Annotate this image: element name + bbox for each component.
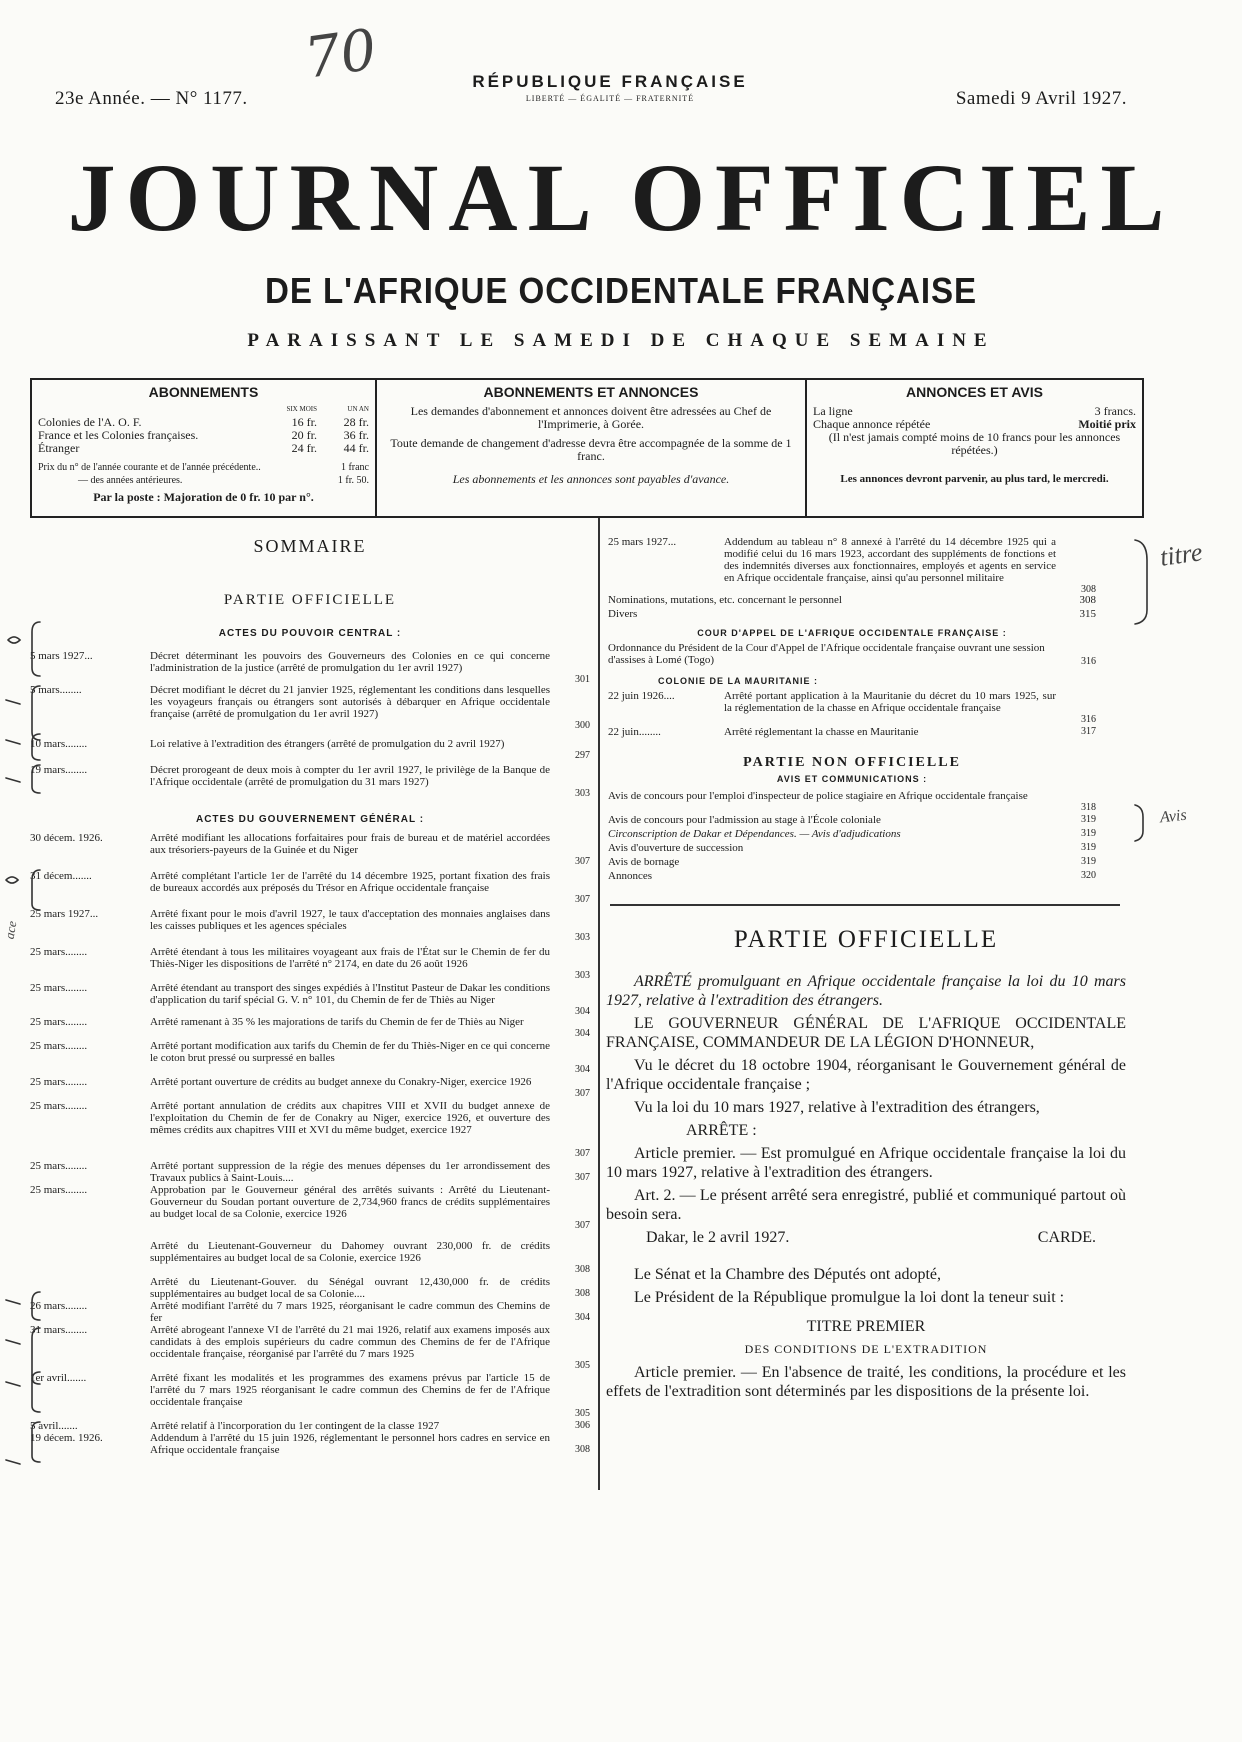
squiggle-mark <box>6 1382 20 1386</box>
ad-note: (Il n'est jamais compté moins de 10 francs pour les annonces répétées.) <box>828 430 1121 457</box>
president-line: Le Président de la République promulgue la loi dont la teneur suit : <box>634 1289 1065 1306</box>
subscriptions-heading: ABONNEMENTS <box>148 384 259 400</box>
entry-page: 304 <box>575 1006 590 1017</box>
entry-date: 1er avril....... <box>30 1372 87 1384</box>
entry-text: Arrêté portant application à la Mauritanie du décret du 10 mars 1925, sur la réglementation de la chasse en Afrique occidentale française <box>724 690 1056 714</box>
entry-page: 304 <box>575 1064 590 1075</box>
entry-date: 5 mars 1927... <box>30 650 93 662</box>
price-line: — des années antérieures. <box>78 475 183 486</box>
entry-text: Divers <box>608 608 638 620</box>
place-date: Dakar, le 2 avril 1927. <box>646 1229 790 1246</box>
entry-text: Arrêté relatif à l'incorporation du 1er contingent de la classe 1927 <box>150 1420 440 1432</box>
mauritanie-head: COLONIE DE LA MAURITANIE : <box>658 676 818 686</box>
one-year-head: UN AN <box>347 405 369 413</box>
notice-paragraph: Les abonnements et les annonces sont payables d'avance. <box>452 472 730 486</box>
entry-date: 25 mars........ <box>30 982 88 994</box>
entry-text: Arrêté réglementant la chasse en Mauritanie <box>724 726 919 738</box>
article: Article premier. — Est promulgué en Afrique occidentale française la loi du 10 mars 1927, relative à l'extradition des étrangers. <box>606 1145 1126 1181</box>
entry-page: 301 <box>575 674 590 685</box>
arrete-label: ARRÊTE : <box>686 1122 757 1139</box>
entry-text: Arrêté portant ouverture de crédits au budget annexe du Conakry-Niger, exercice 1926 <box>150 1076 532 1088</box>
margin-note-titre: titre <box>1158 537 1205 572</box>
entry-text: Circonscription de Dakar et Dépendances. — Avis d'adjudications <box>608 828 901 840</box>
entry-text: Avis de concours pour l'emploi d'inspecteur de police stagiaire en Afrique occidentale française <box>608 790 1028 802</box>
article: Article premier. — En l'absence de traité, les conditions, la procédure et les effets de l'extradition sont déterminés par les dispositions de la présente loi. <box>606 1364 1126 1400</box>
issue-date: Samedi 9 Avril 1927. <box>955 88 1127 109</box>
notice-paragraph: Toute demande de changement d'adresse devra être accompagnée de la somme de 1 franc. <box>390 436 792 463</box>
arrete-title: ARRÊTÉ promulguant en Afrique occidentale française la loi du 10 mars 1927, relative à l'extradition des étrangers. <box>606 973 1126 1009</box>
bracket-mark <box>32 1372 40 1412</box>
signature: CARDE. <box>1037 1229 1096 1246</box>
entry-page: 315 <box>1079 608 1096 620</box>
entry-date: 5 avril....... <box>30 1420 78 1432</box>
entry-date: 25 mars........ <box>30 946 88 958</box>
bracket-mark <box>32 734 40 760</box>
margin-note-side: ace <box>1 919 20 941</box>
governor-line: LE GOUVERNEUR GÉNÉRAL DE L'AFRIQUE OCCIDENTALE FRANÇAISE, COMMANDEUR DE LA LÉGION D'HONNEUR, <box>606 1015 1126 1051</box>
vu-clause: Vu le décret du 18 octobre 1904, réorganisant le Gouvernement général de l'Afrique occidentale française ; <box>606 1057 1126 1093</box>
bracket-mark <box>32 686 40 740</box>
rate-six: 24 fr. <box>291 441 317 455</box>
announcements-heading: ANNONCES ET AVIS <box>906 384 1043 400</box>
bracket-mark <box>1135 540 1147 624</box>
ad-rate-label: La ligne <box>813 404 853 418</box>
entry-date: 31 mars........ <box>30 1324 88 1336</box>
bracket-mark <box>32 622 40 676</box>
entry-page: 307 <box>575 1148 590 1159</box>
entry-date: 25 mars 1927... <box>30 908 99 920</box>
entry-text: Arrêté complétant l'article 1er de l'arrêté du 14 décembre 1925, portant fixation des frais de bureaux accordés aux préposés du Trésor en Afrique occidentale française <box>150 870 550 894</box>
entry-text: Arrêté étendant au transport des singes expédiés à l'Institut Pasteur de Dakar les conditions d'application du tarif spécial G. V. n° 101, du Chemin de fer de Thiès au Niger <box>150 982 551 1006</box>
journal-subtitle: DE L'AFRIQUE OCCIDENTALE FRANÇAISE <box>265 270 977 311</box>
entry-text: Arrêté portant modification aux tarifs du Chemin de fer du Thiès-Niger en ce qui concerne le coton brut pressé ou surpressé en balles <box>150 1040 550 1064</box>
rate-six: 16 fr. <box>291 415 317 429</box>
entry-page: 303 <box>575 970 590 981</box>
republic-label: RÉPUBLIQUE FRANÇAISE <box>472 72 748 91</box>
entry-page: 317 <box>1081 726 1096 737</box>
entry-date: 10 mars........ <box>30 738 88 750</box>
entry-page: 304 <box>575 1028 590 1039</box>
pouvoir-central-head: ACTES DU POUVOIR CENTRAL : <box>218 628 402 639</box>
entry-date: 25 mars........ <box>30 1100 88 1112</box>
entry-text: Nominations, mutations, etc. concernant le personnel <box>608 594 842 606</box>
postage-note: Par la poste : Majoration de 0 fr. 10 par n°. <box>93 490 314 504</box>
entry-page: 316 <box>1081 656 1096 667</box>
entry-text: Arrêté du Lieutenant-Gouver. du Sénégal ouvrant 12,430,000 fr. de crédits supplémentaires au budget local de sa Colonie.... <box>150 1276 550 1300</box>
entry-page: 300 <box>575 720 590 731</box>
ad-rate-value: Moitié prix <box>1078 417 1136 431</box>
entry-text: Arrêté portant annulation de crédits aux chapitres VIII et XVII du budget annexe de l'exploitation du Chemin de fer de Conakry au Niger, exercice 1926, et ouverture des mêmes crédits aux chapitres VIII et XVI du même budget, exercice 1927 <box>150 1100 550 1136</box>
entry-date: 25 mars 1927... <box>608 536 677 548</box>
entry-page: 307 <box>575 894 590 905</box>
entry-page: 319 <box>1081 856 1096 867</box>
ad-deadline: Les annonces devront parvenir, au plus tard, le mercredi. <box>840 473 1109 485</box>
entry-date: 26 mars........ <box>30 1300 88 1312</box>
vu-clause: Vu la loi du 10 mars 1927, relative à l'extradition des étrangers, <box>634 1099 1040 1116</box>
entry-page: 319 <box>1081 828 1096 839</box>
sommaire-title: SOMMAIRE <box>253 536 367 556</box>
entry-text: Arrêté portant suppression de la régie des menues dépenses du 1er arrondissement des Travaux publics à Saint-Louis.... <box>150 1160 550 1184</box>
entry-text: Ordonnance du Président de la Cour d'Appel de l'Afrique occidentale française ouvrant une session d'assises à Lomé (Togo) <box>608 642 1045 666</box>
bracket-mark <box>32 765 40 793</box>
entry-text: Arrêté étendant à tous les militaires voyageant aux frais de l'État sur le Chemin de fer du Thiès-Niger les dispositions de l'arrêté n° 2174, en date du 26 août 1926 <box>150 946 550 970</box>
entry-text: Avis de concours pour l'admission au stage à l'École coloniale <box>608 814 881 826</box>
titre-heading: TITRE PREMIER <box>806 1318 926 1335</box>
price-value: 1 franc <box>340 462 369 473</box>
notice-heading: ABONNEMENTS ET ANNONCES <box>483 384 699 400</box>
rate-year: 44 fr. <box>343 441 369 455</box>
entry-page: 319 <box>1081 842 1096 853</box>
squiggle-mark <box>6 1300 20 1304</box>
entry-text: Arrêté du Lieutenant-Gouverneur du Dahomey ouvrant 230,000 fr. de crédits supplémentaires au budget local de sa Colonie, exercice 1926 <box>150 1240 550 1264</box>
article: Art. 2. — Le présent arrêté sera enregistré, publié et communiqué partout où besoin sera. <box>606 1187 1126 1223</box>
partie-officielle-subtitle: PARTIE OFFICIELLE <box>223 592 397 608</box>
entry-text: Arrêté modifiant les allocations forfaitaires pour frais de bureau et de matériel accordées aux trésoriers-payeurs de la Guinée et du Niger <box>150 832 550 856</box>
entry-page: 307 <box>575 1088 590 1099</box>
entry-date: 25 mars........ <box>30 1160 88 1172</box>
entry-date: 25 mars........ <box>30 1184 88 1196</box>
entry-page: 320 <box>1081 870 1096 881</box>
journal-title: JOURNAL OFFICIEL <box>67 144 1175 251</box>
entry-date: 19 décem. 1926. <box>30 1432 103 1444</box>
entry-page: 305 <box>575 1408 590 1419</box>
entry-text: Loi relative à l'extradition des étrangers (arrêté de promulgation du 2 avril 1927) <box>150 738 505 750</box>
entry-page: 307 <box>575 1172 590 1183</box>
entry-date: 25 mars........ <box>30 1016 88 1028</box>
squiggle-mark <box>8 637 20 643</box>
entry-text: Arrêté abrogeant l'annexe VI de l'arrêté du 21 mai 1926, relatif aux examens imposés aux candidats à des emplois supérieurs du cadre commun des Chemins de fer de l'Afrique occidentale française, réorganisé par l'arrêté du 7 mars 1925 <box>150 1324 550 1360</box>
bracket-mark <box>1135 805 1143 841</box>
entry-page: 307 <box>575 1220 590 1231</box>
squiggle-mark <box>6 1340 20 1344</box>
entry-date: 22 juin 1926.... <box>608 690 675 702</box>
entry-text: Décret modifiant le décret du 21 janvier 1925, réglementant les conditions dans lesquelles les voyageurs français ou étrangers sont autorisés à débarquer en Afrique occidentale française (arrêté de promulgation du 1er avril 1927) <box>150 684 550 720</box>
entry-date: 22 juin........ <box>608 726 661 738</box>
entry-text: Approbation par le Gouverneur général des arrêtés suivants : Arrêté du Lieutenant-Gouverneur du Soudan portant ouverture de 2,734,960 francs de crédits supplémentaires au budget local de sa Colonie, exercice 1926 <box>150 1184 550 1220</box>
price-line: Prix du n° de l'année courante et de l'année précédente.. <box>38 462 261 473</box>
entry-page: 305 <box>575 1360 590 1371</box>
rate-label: Colonies de l'A. O. F. <box>38 415 142 429</box>
entry-text: Décret prorogeant de deux mois à compter du 1er avril 1927, le privilège de la Banque de l'Afrique occidentale (arrêté de promulgation du 31 mars 1927) <box>150 764 550 788</box>
squiggle-mark <box>6 700 20 704</box>
entry-text: Arrêté ramenant à 35 % les majorations de tarifs du Chemin de fer de Thiès au Niger <box>150 1016 524 1028</box>
rate-label: France et les Colonies françaises. <box>38 428 199 442</box>
entry-page: 319 <box>1081 814 1096 825</box>
entry-page: 304 <box>575 1312 590 1323</box>
notice-paragraph: Les demandes d'abonnement et annonces doivent être adressées au Chef de l'Imprimerie, à Gorée. <box>410 404 772 431</box>
entry-page: 297 <box>575 750 590 761</box>
entry-page: 308 <box>575 1264 590 1275</box>
entry-page: 308 <box>575 1444 590 1455</box>
margin-note-avis: Avis <box>1159 806 1188 827</box>
bracket-mark <box>32 1422 40 1462</box>
squiggle-mark <box>6 877 18 883</box>
squiggle-mark <box>6 740 20 744</box>
entry-text: Addendum au tableau n° 8 annexé à l'arrêté du 14 décembre 1925 qui a modifié celui du 16 mars 1923, accordant des suppléments de fonctions et des indemnités diverses aux fonctionnaires, employés et agents en service en Afrique occidentale française, ainsi qu'au personnel militaire <box>724 536 1056 584</box>
entry-date: 31 décem....... <box>30 870 92 882</box>
bracket-mark <box>32 1292 40 1320</box>
entry-date: 25 mars........ <box>30 1040 88 1052</box>
avis-head: AVIS ET COMMUNICATIONS : <box>776 774 928 784</box>
entry-date: 30 décem. 1926. <box>30 832 103 844</box>
entry-text: Arrêté fixant les modalités et les programmes des examens prévus par l'article 15 de l'arrêté du 7 mars 1925 réorganisant le cadre commun des Chemins de fer de l'Afrique occidentale française <box>150 1372 550 1408</box>
entry-text: Avis d'ouverture de succession <box>608 842 744 854</box>
issue-number: 23e Année. — N° 1177. <box>55 88 248 109</box>
cour-appel-head: COUR D'APPEL DE L'AFRIQUE OCCIDENTALE FRANÇAISE : <box>697 628 1007 638</box>
rate-six: 20 fr. <box>291 428 317 442</box>
entry-page: 308 <box>1079 594 1096 606</box>
entry-page: 303 <box>575 788 590 799</box>
ad-rate-value: 3 francs. <box>1094 404 1136 418</box>
handwritten-number: 70 <box>300 17 381 92</box>
entry-page: 303 <box>575 932 590 943</box>
entry-text: Addendum à l'arrêté du 15 juin 1926, réglementant le personnel hors cadres en service en Afrique occidentale française <box>150 1432 550 1456</box>
non-officielle-subtitle: PARTIE NON OFFICIELLE <box>743 755 961 770</box>
entry-page: 307 <box>575 856 590 867</box>
motto: LIBERTÉ — ÉGALITÉ — FRATERNITÉ <box>525 94 695 103</box>
entry-page: 318 <box>1081 802 1096 813</box>
rate-year: 28 fr. <box>343 415 369 429</box>
journal-tagline: PARAISSANT LE SAMEDI DE CHAQUE SEMAINE <box>247 330 995 351</box>
entry-text: Décret déterminant les pouvoirs des Gouverneurs des Colonies en ce qui concerne l'administration de la justice (arrêté de promulgation du 1er avril 1927) <box>150 650 550 674</box>
bracket-mark <box>32 870 40 910</box>
entry-page: 308 <box>575 1288 590 1299</box>
gouv-general-head: ACTES DU GOUVERNEMENT GÉNÉRAL : <box>195 814 425 825</box>
entry-text: Arrêté modifiant l'arrêté du 7 mars 1925, réorganisant le cadre commun des Chemins de fer <box>150 1300 550 1324</box>
price-value: 1 fr. 50. <box>337 475 369 486</box>
rate-year: 36 fr. <box>343 428 369 442</box>
entry-page: 308 <box>1081 584 1096 595</box>
entry-text: Avis de bornage <box>608 856 680 868</box>
six-months-head: SIX MOIS <box>286 405 317 413</box>
squiggle-mark <box>6 1460 20 1464</box>
entry-text: Annonces <box>608 870 652 882</box>
body-heading: PARTIE OFFICIELLE <box>733 926 999 953</box>
entry-page: 316 <box>1081 714 1096 725</box>
ad-rate-label: Chaque annonce répétée <box>813 417 931 431</box>
rate-label: Étranger <box>38 441 80 455</box>
titre-subheading: DES CONDITIONS DE L'EXTRADITION <box>744 1342 988 1356</box>
entry-date: 25 mars........ <box>30 1076 88 1088</box>
entry-page: 306 <box>575 1420 590 1431</box>
senat-line: Le Sénat et la Chambre des Députés ont adopté, <box>634 1266 942 1283</box>
entry-date: 19 mars........ <box>30 764 88 776</box>
squiggle-mark <box>6 778 20 782</box>
entry-text: Arrêté fixant pour le mois d'avril 1927, le taux d'acceptation des monnaies anglaises dans les caisses publiques et les agences spéciales <box>150 908 550 932</box>
entry-date: 5 mars........ <box>30 684 82 696</box>
